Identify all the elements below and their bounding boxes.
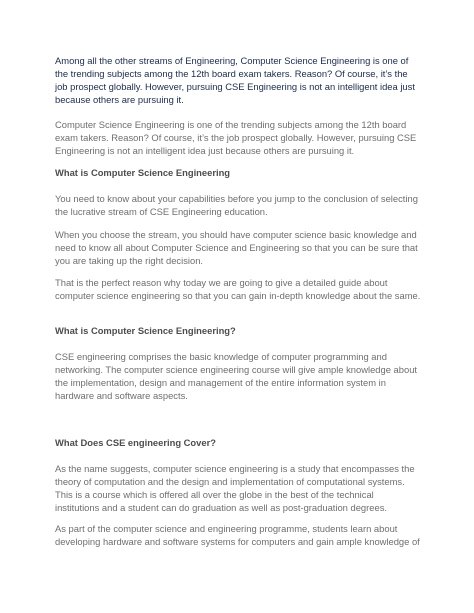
paragraph-know-capabilities: You need to know about your capabilities before you jump to the conclusion of selecting the lucrative stream of CSE Engineering education.: [55, 193, 418, 217]
paragraph-cse-comprises: CSE engineering comprises the basic knowledge of computer programming and networking. The computer science engineering course will give ample knowledge about the implementation, design and management of the entire information system in hardware and software aspects.: [55, 351, 418, 401]
paragraph-cse-overview: Computer Science Engineering is one of the trending subjects among the 12th board exam takers. Reason? Of course, it’s the job prospect globally. However, pursuing CSE Engineering is not an intelligent idea just because others are pursuing it.: [55, 119, 417, 156]
section-heading-what-is-cse-question: What is Computer Science Engineering?: [55, 325, 236, 336]
paragraph-choose-stream: When you choose the stream, you should have computer science basic knowledge and need to know all about Computer Science and Engineering so that you can be sure that you are taking up the right decision.: [55, 229, 418, 266]
section-heading-what-does-cse-cover: What Does CSE engineering Cover?: [55, 437, 216, 448]
paragraph-theory-of-computation: As the name suggests, computer science engineering is a study that encompasses the theory of computation and the design and implementation of computational systems. This is a course which is offered all over the globe in the best of the technical institutions and a student can do graduation as well as post-graduation degrees.: [55, 463, 415, 513]
intro-paragraph: Among all the other streams of Engineering, Computer Science Engineering is one of the trending subjects among the 12th board exam takers. Reason? Of course, it’s the job prospect globally. However, pursuing CSE Engineering is not an intelligent idea just because others are pursuing it.: [55, 55, 415, 105]
paragraph-cse-programme: As part of the computer science and engineering programme, students learn about developing hardware and software systems for computers and gain ample knowledge of: [55, 523, 420, 547]
section-heading-what-is-cse: What is Computer Science Engineering: [55, 167, 231, 178]
paragraph-detailed-guide: That is the perfect reason why today we are going to give a detailed guide about computer science engineering so that you can gain in-depth knowledge about the same.: [55, 277, 421, 301]
